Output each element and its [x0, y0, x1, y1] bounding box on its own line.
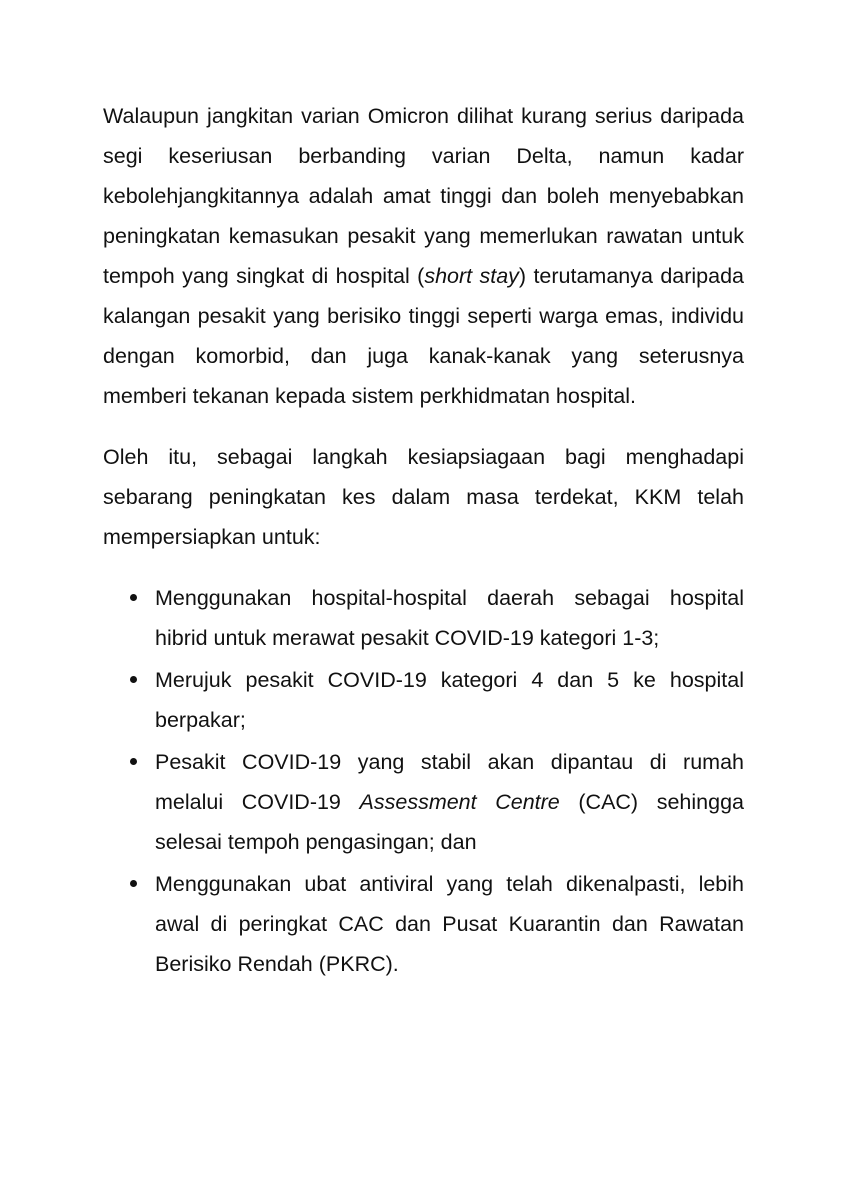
list-item-text [155, 750, 744, 854]
bullet-icon [130, 880, 137, 887]
list-item [103, 742, 744, 862]
bullet-icon [130, 758, 137, 765]
paragraph-preparedness: Oleh itu, sebagai langkah kesiapsiagaan bagi menghadapi sebarang peningkatan kes dalam masa terdekat, KKM telah mempersiapkan untuk: [103, 445, 744, 549]
list-item-text: Merujuk pesakit COVID-19 kategori 4 dan 5 ke hospital berpakar; [155, 668, 744, 732]
paragraph-text: ) terutamanya daripada kalangan pesakit yang berisiko tinggi seperti warga emas, individu dengan komorbid, dan juga kanak-kanak yang seterusnya memberi tekanan kepada sistem perkhidmatan hospital. [103, 264, 745, 408]
list-item-text: Menggunakan hospital-hospital daerah sebagai hospital hibrid untuk merawat pesakit COVID-19 kategori 1-3; [155, 586, 744, 650]
paragraph-omicron [103, 96, 744, 416]
italic-term: Assessment Centre [359, 790, 560, 814]
italic-term: short stay [424, 264, 519, 288]
list-item [103, 660, 744, 740]
list-item-text-part: Pesakit COVID-19 yang stabil akan dipantau di rumah melalui COVID-19 [155, 750, 744, 814]
paragraph-text: Walaupun jangkitan varian Omicron dilihat kurang serius daripada segi keseriusan berbanding varian Delta, namun kadar kebolehjangkitannya adalah amat tinggi dan boleh menyebabkan peningkatan kemasukan pesakit yang memerlukan rawatan untuk tempoh yang singkat di hospital ( [103, 104, 744, 288]
document-body [103, 96, 744, 986]
preparedness-list [103, 578, 744, 984]
list-item [103, 578, 744, 658]
list-item-text: Menggunakan ubat antiviral yang telah dikenalpasti, lebih awal di peringkat CAC dan Pusat Kuarantin dan Rawatan Berisiko Rendah (PKRC). [155, 872, 744, 976]
bullet-icon [130, 594, 137, 601]
bullet-icon [130, 676, 137, 683]
list-item-text-part: (CAC) sehingga selesai tempoh pengasingan; dan [155, 790, 744, 854]
list-item [103, 864, 744, 984]
